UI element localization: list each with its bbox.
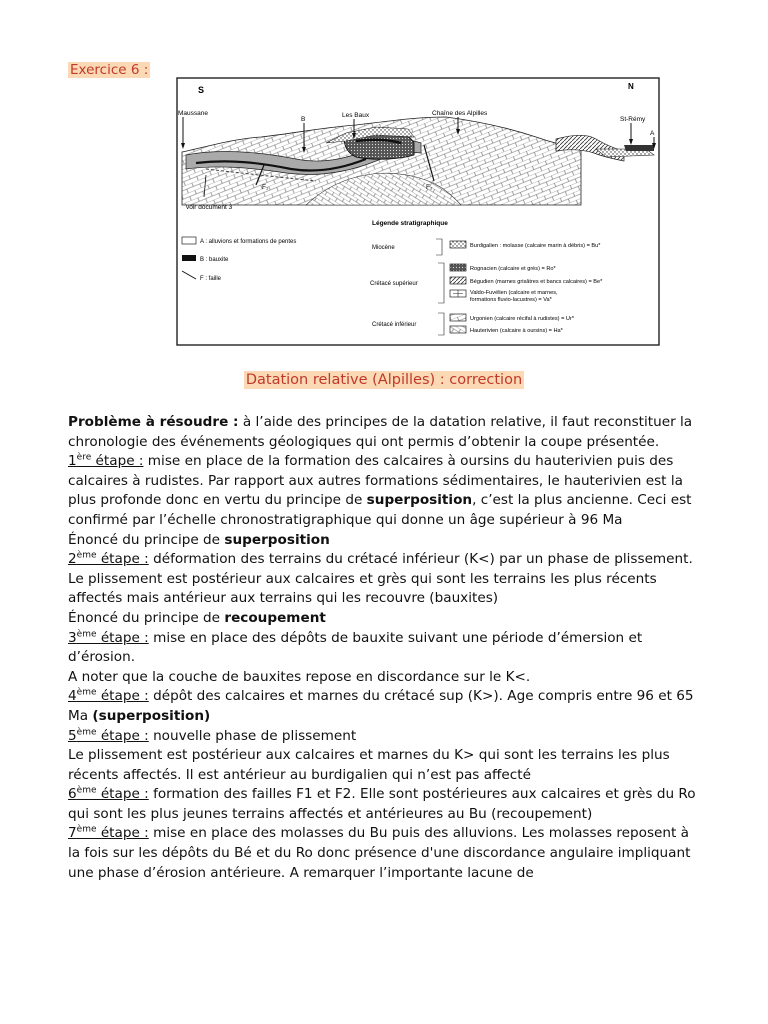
- alluvion-cap: [624, 145, 654, 151]
- step-1-word: étape :: [91, 453, 144, 470]
- subtitle-text: Datation relative (Alpilles) : correction: [245, 372, 523, 388]
- principle-2: [68, 609, 704, 629]
- age-miocene: Miocène: [372, 245, 395, 251]
- unit-bu: Burdigalien : molasse (calcaire marin à débris) = Bu*: [470, 243, 601, 249]
- unit-ha: Hauterivien (calcaire à oursins) = Ha*: [470, 328, 563, 334]
- step-7-text: mise en place des molasses du Bu puis des alluvions. Les molasses reposent à la fois sur les dépôts du Bé et du Ro donc présence d'une discordance angulaire impliquant une phase d’érosion antérieure. A remarquer l’importante lacune de: [68, 825, 691, 881]
- step-4-word: étape :: [96, 688, 149, 705]
- step-2-text: déformation des terrains du crétacé inférieur (K<) par un phase de plissement.: [148, 551, 693, 568]
- step-1-label: [68, 453, 143, 469]
- problem-text: à l’aide des principes de la datation relative, il faut reconstituer la chronologie des événements géologiques qui ont permis d’obtenir la coupe présentée.: [68, 414, 693, 450]
- step-2-label: [68, 551, 149, 567]
- section-subtitle: [0, 372, 768, 388]
- step-2-ordinal: ème: [76, 550, 97, 561]
- unit-va-1: Valdo-Fuvélien (calcaire et marnes,: [470, 290, 558, 296]
- step-2-word: étape :: [96, 551, 149, 568]
- step-7: [68, 824, 704, 883]
- swatch-ro: [450, 264, 466, 271]
- label-f1: F₁: [262, 184, 269, 191]
- step-5-word: étape :: [96, 727, 149, 744]
- step-5-number: 5: [68, 727, 77, 744]
- step-5-text: nouvelle phase de plissement: [148, 727, 357, 744]
- unit-ur: Urgonien (calcaire récifal à rudistes) = Ur*: [470, 316, 574, 322]
- step-3-label: [68, 630, 149, 646]
- step-7-ordinal: ème: [76, 824, 97, 835]
- unit-ro: Rognacien (calcaire et grès) = Ro*: [470, 266, 556, 272]
- label-voir-document: voir document 3: [186, 204, 233, 211]
- step-6-ordinal: ème: [76, 785, 97, 796]
- step-5-ordinal: ème: [76, 726, 97, 737]
- step-3-number: 3: [68, 629, 77, 646]
- exercise-heading: [68, 62, 150, 78]
- swatch-bu: [450, 241, 466, 248]
- step-2-number: 2: [68, 551, 77, 568]
- age-cretace-sup: Crétacé supérieur: [370, 281, 418, 287]
- label-maussane: Maussane: [178, 110, 208, 117]
- label-b: B: [301, 116, 306, 123]
- exercise-label: Exercice 6 :: [70, 62, 149, 78]
- legend-a: A : alluvions et formations de pentes: [200, 239, 297, 245]
- unit-va-2: formations fluvio-lacustres) = Va*: [470, 297, 552, 303]
- step-3-word: étape :: [96, 629, 149, 646]
- principle-1-text: Énoncé du principe de: [68, 531, 225, 548]
- label-les-baux: Les Baux: [342, 112, 370, 119]
- legend-title: Légende stratigraphique: [372, 220, 448, 227]
- step-7-number: 7: [68, 825, 77, 842]
- paragraph-3: A noter que la couche de bauxites repose en discordance sur le K<.: [68, 668, 531, 685]
- step-3-text: mise en place des dépôts de bauxite suivant une période d’émersion et d’érosion.: [68, 629, 643, 666]
- step-7-word: étape :: [96, 825, 149, 842]
- step-1-ordinal: ère: [76, 452, 92, 463]
- step-1-text-a: mise en place de la formation des calcaires à oursins du hauterivien puis des calcaires à rudistes. Par rapport aux autres formations sédimentaires, le hauterivien est la plus profonde donc en vertu du principe de: [68, 453, 683, 509]
- step-6: [68, 785, 704, 824]
- step-5-label: [68, 728, 149, 744]
- legend-swatch-a: [182, 237, 196, 244]
- step-4-number: 4: [68, 688, 77, 705]
- paragraph-2: Le plissement est postérieur aux calcaires et grès qui sont les terrains les plus récents affectés mais antérieur aux terrains qui les recouvre (bauxites): [68, 570, 657, 607]
- principle-1-bold: superposition: [224, 531, 330, 548]
- step-6-text: formation des failles F1 et F2. Elle sont postérieures aux calcaires et grès du Ro qui sont les plus jeunes terrains affectés et antérieures au Bu (recoupement): [68, 786, 696, 822]
- problem-label: Problème à résoudre :: [68, 414, 239, 430]
- step-4: [68, 687, 704, 726]
- step-2: [68, 550, 704, 570]
- step-7-label: [68, 825, 149, 841]
- cross-section-svg: [176, 77, 660, 346]
- step-1-bold: superposition: [366, 492, 473, 509]
- label-st-remy: St-Rémy: [620, 116, 646, 123]
- step-1: [68, 452, 704, 530]
- step-1-number: 1: [68, 453, 77, 470]
- problem-paragraph: [68, 413, 704, 452]
- age-cretace-inf: Crétacé inférieur: [372, 322, 417, 328]
- step-6-word: étape :: [96, 786, 149, 803]
- compass-n: N: [628, 82, 634, 91]
- principle-1: [68, 531, 704, 551]
- step-3-ordinal: ème: [76, 629, 97, 639]
- unit-be: Bégudien (marnes grisâtres et bancs calcaires) = Be*: [470, 279, 603, 285]
- label-f2: F₂: [426, 184, 433, 191]
- principle-2-text: Énoncé du principe de: [68, 609, 225, 626]
- swatch-ur: [450, 314, 466, 321]
- label-a: A: [650, 130, 655, 137]
- principle-2-bold: recoupement: [224, 609, 326, 626]
- geological-cross-section: [176, 77, 660, 346]
- step-3: [68, 629, 704, 668]
- legend-b: B : bauxite: [200, 257, 229, 263]
- swatch-ha: [450, 326, 466, 333]
- step-6-number: 6: [68, 786, 77, 803]
- step-4-bold: (superposition): [92, 707, 211, 724]
- swatch-be: [450, 277, 466, 284]
- step-4-label: [68, 688, 149, 704]
- step-6-label: [68, 786, 149, 802]
- step-5: [68, 727, 704, 747]
- compass-s: S: [198, 85, 205, 95]
- step-4-ordinal: ème: [76, 687, 97, 698]
- step-1-text-b: , c’est la plus ancienne. Ceci est confirmé par l’échelle chronostratigraphique qui donne un âge supérieur à 96 Ma: [68, 492, 692, 528]
- step-4-text: dépôt des calcaires et marnes du crétacé sup (K>). Age compris entre 96 et 65 Ma: [68, 688, 694, 724]
- legend-swatch-b: [182, 255, 196, 261]
- legend-f: F : faille: [200, 276, 222, 282]
- paragraph-4: Le plissement est postérieur aux calcaires et marnes du K> qui sont les terrains les plus récents affectés. Il est antérieur au burdigalien qui n’est pas affecté: [68, 747, 670, 783]
- label-chaine: Chaîne des Alpilles: [432, 110, 488, 117]
- correction-body: [68, 413, 704, 883]
